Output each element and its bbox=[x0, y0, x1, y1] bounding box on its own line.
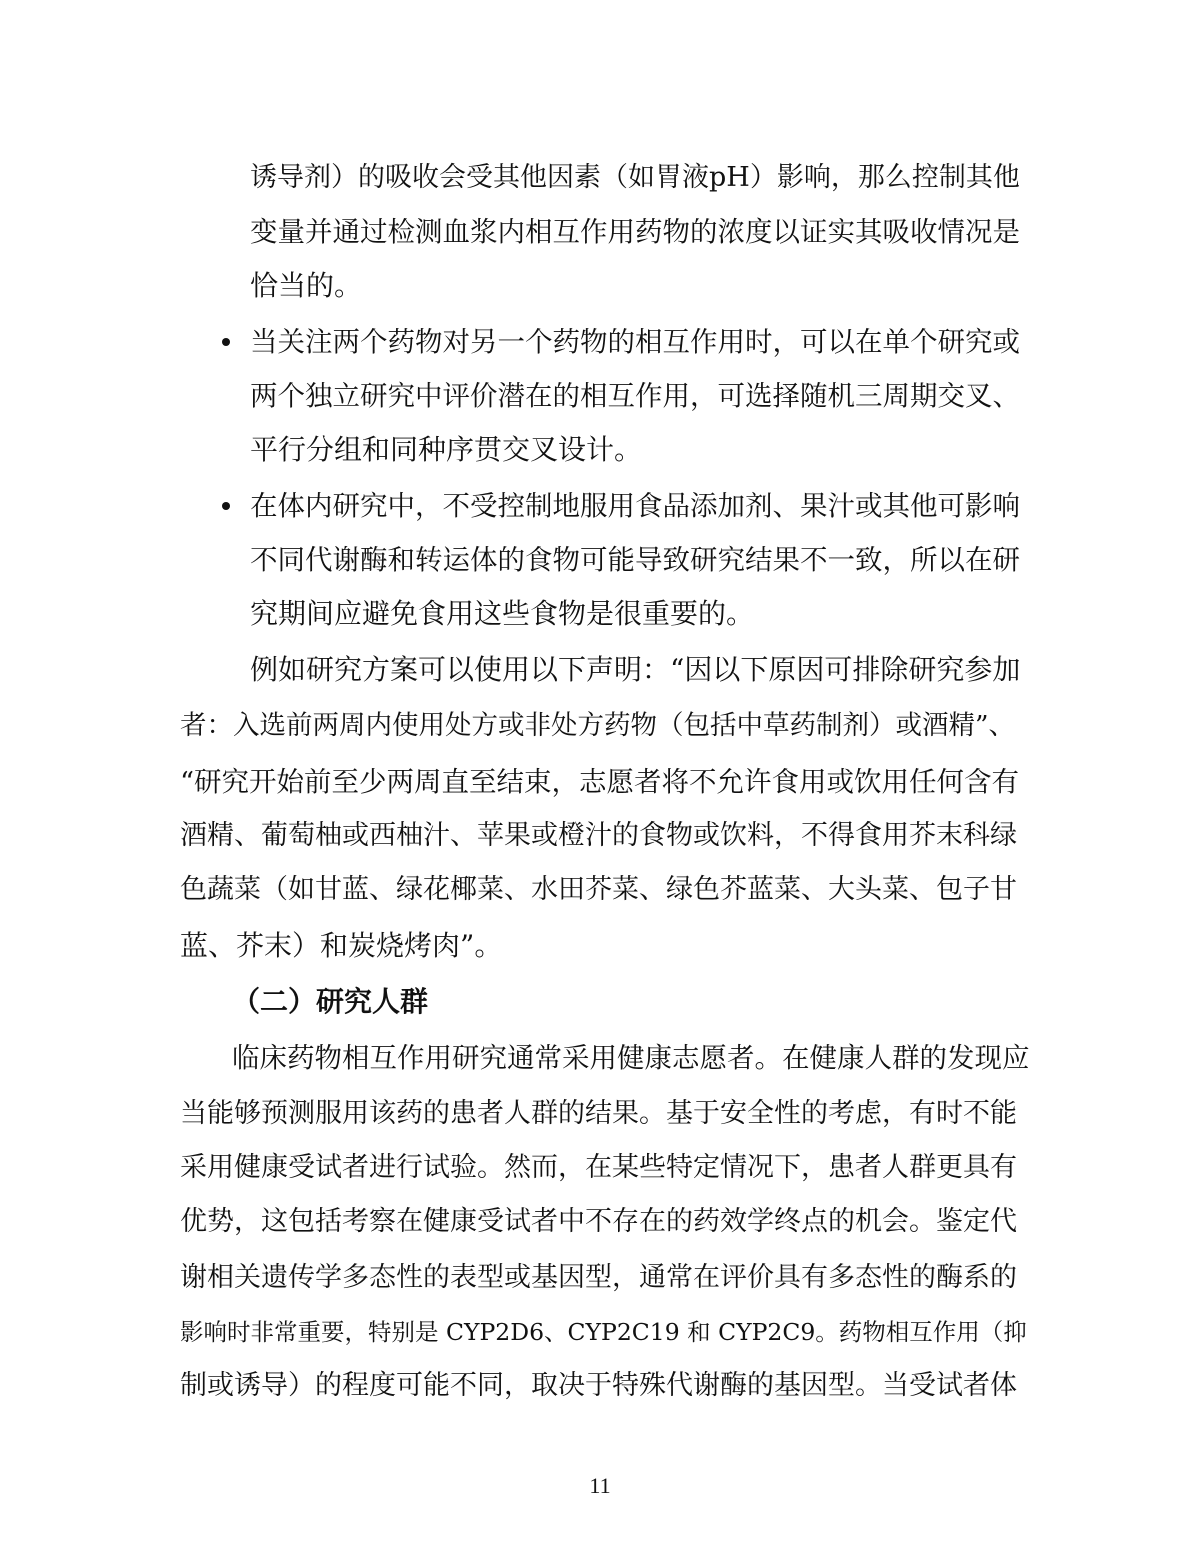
text-line: 色蔬菜（如甘蓝、绿花椰菜、水田芥菜、绿色芥蓝菜、大头菜、包子甘 bbox=[180, 874, 1017, 905]
text-line: 两个独立研究中评价潜在的相互作用，可选择随机三周期交叉、 bbox=[250, 380, 1020, 412]
text-line: “研究开始前至少两周直至结束，志愿者将不允许食用或饮用任何含有 bbox=[180, 766, 1020, 798]
text-line: 酒精、葡萄柚或西柚汁、苹果或橙汁的食物或饮料，不得食用芥末科绿 bbox=[180, 820, 1017, 851]
text-line: 当关注两个药物对另一个药物的相互作用时，可以在单个研究或 bbox=[250, 326, 1020, 358]
text-line: 采用健康受试者进行试验。然而，在某些特定情况下，患者人群更具有 bbox=[180, 1152, 1017, 1183]
text-line: 不同代谢酶和转运体的食物可能导致研究结果不一致，所以在研 bbox=[250, 544, 1020, 576]
text-line: 临床药物相互作用研究通常采用健康志愿者。在健康人群的发现应 bbox=[232, 1042, 1030, 1074]
text-line: 谢相关遗传学多态性的表型或基因型，通常在评价具有多态性的酶系的 bbox=[180, 1262, 1017, 1293]
text-line: 优势，这包括考察在健康受试者中不存在的药效学终点的机会。鉴定代 bbox=[180, 1206, 1017, 1237]
text-line: 影响时非常重要，特别是 CYP2D6、CYP2C19 和 CYP2C9。药物相互作用（抑 bbox=[180, 1318, 1027, 1346]
bullet-point-icon bbox=[222, 502, 230, 510]
text-line: 恰当的。 bbox=[250, 269, 363, 302]
text-line: 蓝、芥末）和炭烧烤肉”。 bbox=[180, 929, 503, 962]
text-line: 变量并通过检测血浆内相互作用药物的浓度以证实其吸收情况是 bbox=[250, 216, 1020, 248]
text-line: 在体内研究中，不受控制地服用食品添加剂、果汁或其他可影响 bbox=[250, 490, 1020, 522]
text-line: 当能够预测服用该药的患者人群的结果。基于安全性的考虑，有时不能 bbox=[180, 1098, 1017, 1129]
text-line: 例如研究方案可以使用以下声明：“因以下原因可排除研究参加 bbox=[250, 653, 1021, 686]
bullet-point-icon bbox=[222, 338, 230, 346]
text-line: 究期间应避免食用这些食物是很重要的。 bbox=[250, 597, 755, 630]
text-line: 平行分组和同种序贯交叉设计。 bbox=[250, 433, 643, 466]
text-line: 者：入选前两周内使用处方或非处方药物（包括中草药制剂）或酒精”、 bbox=[180, 710, 1016, 741]
section-heading: （二）研究人群 bbox=[232, 985, 429, 1018]
text-line: 诱导剂）的吸收会受其他因素（如胃液pH）影响，那么控制其他 bbox=[250, 162, 1020, 193]
page-number: 11 bbox=[589, 1473, 611, 1498]
text-line: 制或诱导）的程度可能不同，取决于特殊代谢酶的基因型。当受试者体 bbox=[180, 1370, 1017, 1401]
